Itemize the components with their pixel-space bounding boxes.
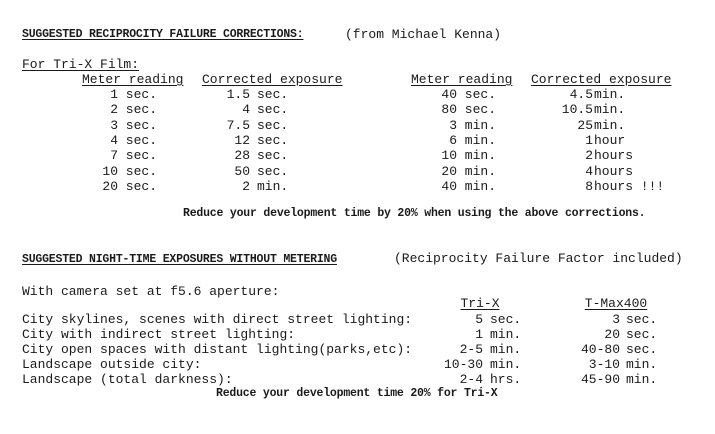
corrected-value-cell: 2 <box>242 178 250 194</box>
trix-unit-cell: sec. <box>490 312 522 327</box>
meter-reading-cell: 10 sec. <box>102 163 157 179</box>
meter-reading-cell: 4 sec. <box>110 132 157 148</box>
corrected-value-cell: 4.5 <box>569 87 593 102</box>
corrected-value-cell: 2 <box>585 148 593 164</box>
corrected-value-cell: 1.5 <box>226 87 250 102</box>
meter-reading-cell: 7 sec. <box>110 148 157 164</box>
trix-column-header: Tri-X <box>460 296 500 311</box>
trix-value-cell: 2-4 <box>459 372 483 387</box>
meter-reading-cell: 20 sec. <box>102 178 157 194</box>
aperture-line: With camera set at f5.6 aperture: <box>22 284 280 299</box>
corrected-unit-cell: sec. <box>257 87 289 102</box>
tmax-unit-cell: min. <box>626 372 658 387</box>
corrected-unit-cell: hours !!! <box>594 178 665 194</box>
meter-reading-cell: 40 sec. <box>441 87 496 102</box>
left-col-meter-header: Meter reading <box>82 72 184 87</box>
meter-reading-cell: 20 min. <box>441 163 496 179</box>
tmax-unit-cell: min. <box>626 357 658 372</box>
right-col-corrected-header: Corrected exposure <box>531 72 672 87</box>
night-exposure-note: (Reciprocity Failure Factor included) <box>394 251 683 266</box>
night-exposure-heading: SUGGESTED NIGHT-TIME EXPOSURES WITHOUT METERING <box>22 253 337 266</box>
corrected-unit-cell: min. <box>594 87 626 102</box>
scene-description-cell: Landscape (total darkness): <box>22 372 233 387</box>
tmax-value-cell: 45-90 <box>580 372 620 387</box>
corrected-unit-cell: sec. <box>257 132 289 148</box>
corrected-unit-cell: hours <box>594 163 634 179</box>
trix-unit-cell: hrs. <box>490 372 522 387</box>
trix-unit-cell: min. <box>490 357 522 372</box>
corrected-value-cell: 10.5 <box>561 102 593 118</box>
trix-value-cell: 5 <box>475 312 483 327</box>
corrected-value-cell: 50 <box>234 163 250 179</box>
tmax-value-cell: 40-80 <box>580 342 620 357</box>
trix-value-cell: 1 <box>475 327 483 342</box>
corrected-value-cell: 25 <box>577 117 593 133</box>
meter-reading-cell: 40 min. <box>441 178 496 194</box>
trix-value-cell: 10-30 <box>443 357 483 372</box>
left-col-corrected-header: Corrected exposure <box>202 72 343 87</box>
corrected-value-cell: 4 <box>585 163 593 179</box>
corrected-unit-cell: sec. <box>257 148 289 164</box>
meter-reading-cell: 2 sec. <box>110 102 157 118</box>
film-label: For Tri-X Film: <box>22 57 140 72</box>
corrected-unit-cell: min. <box>594 117 626 133</box>
scene-description-cell: City open spaces with distant lighting(parks,etc): <box>22 342 413 357</box>
corrected-value-cell: 7.5 <box>226 117 250 133</box>
meter-reading-cell: 1 sec. <box>110 87 157 102</box>
meter-reading-cell: 3 min. <box>449 117 496 133</box>
scene-description-cell: Landscape outside city: <box>22 357 202 372</box>
meter-reading-cell: 10 min. <box>441 148 496 164</box>
tmax-column-header: T-Max400 <box>584 296 648 311</box>
tmax-unit-cell: sec. <box>626 342 658 357</box>
tmax-unit-cell: sec. <box>626 312 658 327</box>
corrected-value-cell: 8 <box>585 178 593 194</box>
development-note-1: Reduce your development time by 20% when using the above corrections. <box>183 207 646 220</box>
corrected-value-cell: 1 <box>585 132 593 148</box>
corrected-unit-cell: min. <box>594 102 626 118</box>
scene-description-cell: City with indirect street lighting: <box>22 327 296 342</box>
trix-value-cell: 2-5 <box>459 342 483 357</box>
corrected-unit-cell: min. <box>257 178 289 194</box>
tmax-value-cell: 3 <box>612 312 620 327</box>
corrected-unit-cell: sec. <box>257 102 289 118</box>
tmax-value-cell: 3-10 <box>588 357 620 372</box>
meter-reading-cell: 3 sec. <box>110 117 157 133</box>
meter-reading-cell: 80 sec. <box>441 102 496 118</box>
trix-unit-cell: min. <box>490 327 522 342</box>
reciprocity-source-note: (from Michael Kenna) <box>345 27 502 42</box>
corrected-value-cell: 28 <box>234 148 250 164</box>
corrected-unit-cell: hours <box>594 148 634 164</box>
corrected-unit-cell: sec. <box>257 117 289 133</box>
tmax-unit-cell: sec. <box>626 327 658 342</box>
meter-reading-cell: 6 min. <box>449 132 496 148</box>
right-col-meter-header: Meter reading <box>411 72 513 87</box>
corrected-unit-cell: sec. <box>257 163 289 179</box>
reciprocity-heading: SUGGESTED RECIPROCITY FAILURE CORRECTIONS: <box>22 28 304 41</box>
trix-unit-cell: min. <box>490 342 522 357</box>
corrected-value-cell: 12 <box>234 132 250 148</box>
corrected-value-cell: 4 <box>242 102 250 118</box>
scene-description-cell: City skylines, scenes with direct street lighting: <box>22 312 413 327</box>
corrected-unit-cell: hour <box>594 132 626 148</box>
development-note-2: Reduce your development time 20% for Tri-X <box>216 387 498 400</box>
tmax-value-cell: 20 <box>604 327 620 342</box>
